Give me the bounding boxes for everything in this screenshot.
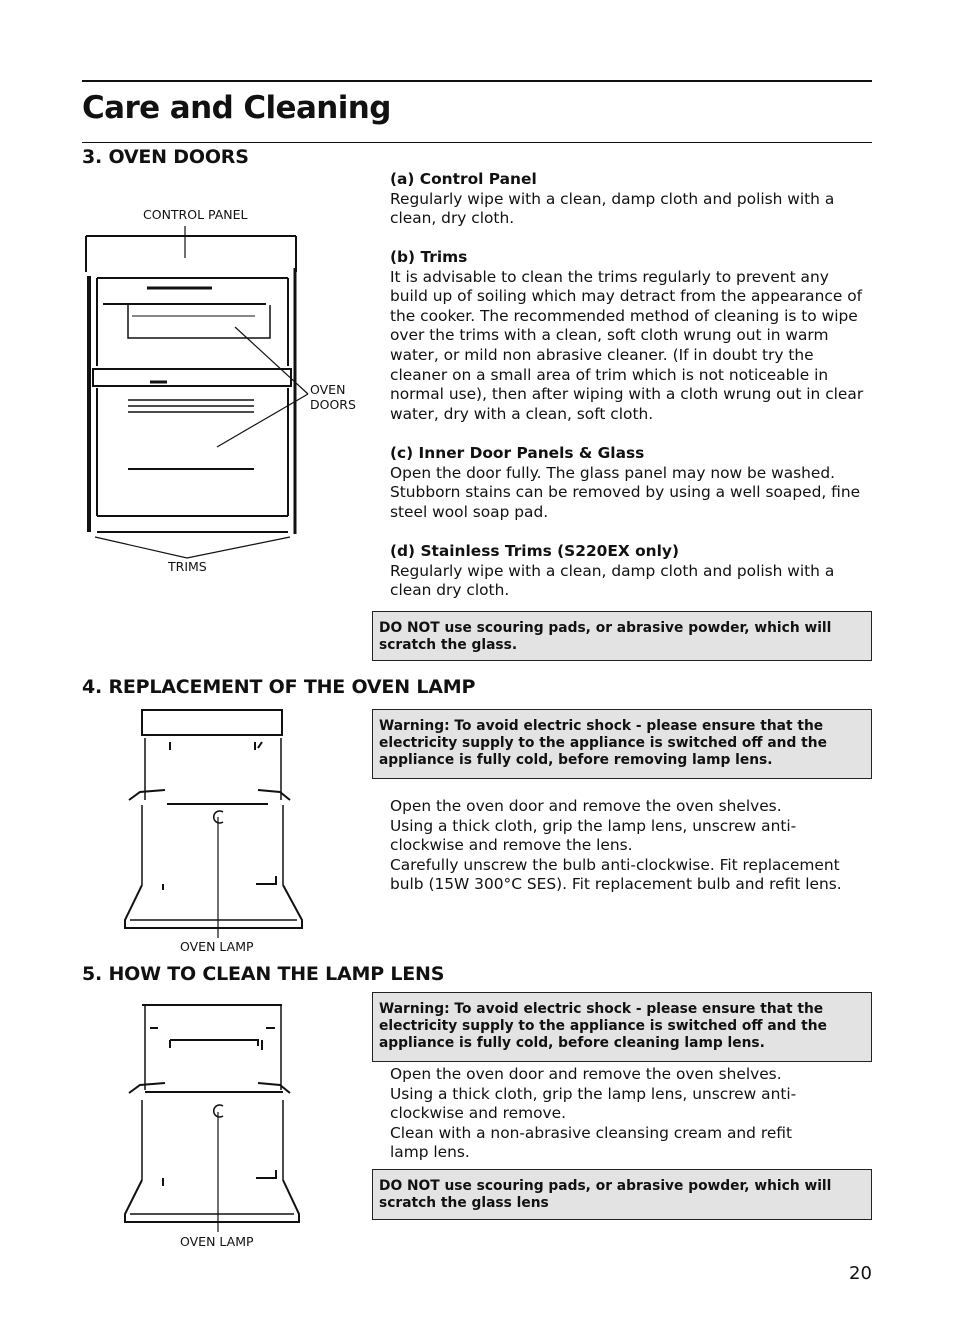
page-number: 20 bbox=[849, 1263, 872, 1284]
text-line: water, or mild non abrasive cleaner. (If in doubt try the bbox=[390, 345, 814, 364]
text-line: steel wool soap pad. bbox=[390, 502, 549, 521]
text-line: over the trims with a clean, soft cloth wrung out in warm bbox=[390, 326, 829, 345]
text-line: build up of soiling which may detract from the appearance of bbox=[390, 287, 863, 306]
text-line: Open the oven door and remove the oven shelves. bbox=[390, 797, 782, 815]
label-oven-lamp-lens: OVEN LAMP bbox=[180, 1234, 254, 1249]
text-line: clean, dry cloth. bbox=[390, 209, 515, 228]
label-oven-lamp: OVEN LAMP bbox=[180, 939, 254, 954]
text-line: Open the oven door and remove the oven shelves. bbox=[390, 1065, 782, 1083]
text-line: the cooker. The recommended method of cleaning is to wipe bbox=[390, 306, 858, 325]
label-trims: TRIMS bbox=[168, 559, 207, 574]
notice-line: DO NOT use scouring pads, or abrasive powder, which will bbox=[379, 1178, 832, 1194]
warning-line: Warning: To avoid electric shock - please ensure that the bbox=[379, 1001, 824, 1017]
item-heading: (c) Inner Door Panels & Glass bbox=[390, 444, 645, 462]
lamp-cleaning-instructions bbox=[390, 1065, 796, 1163]
section-heading-oven-doors: 3. OVEN DOORS bbox=[82, 146, 249, 168]
text-line: Regularly wipe with a clean, damp cloth and polish with a bbox=[390, 189, 835, 208]
warning-line: appliance is fully cold, before removing lamp lens. bbox=[379, 752, 773, 768]
notice-line: scratch the glass. bbox=[379, 637, 518, 653]
warning-line: electricity supply to the appliance is switched off and the bbox=[379, 735, 827, 751]
item-heading: (a) Control Panel bbox=[390, 170, 537, 188]
warning-box-lamp-cleaning bbox=[372, 992, 872, 1062]
notice-box-glass-lens bbox=[372, 1169, 872, 1220]
text-line: Open the door fully. The glass panel may now be washed. bbox=[390, 463, 836, 482]
text-line: It is advisable to clean the trims regularly to prevent any bbox=[390, 267, 829, 286]
text-line: lamp lens. bbox=[390, 1143, 470, 1162]
text-line: clean dry cloth. bbox=[390, 581, 510, 600]
text-line: cleaner on a small area of trim which is not noticeable in bbox=[390, 365, 829, 384]
item-heading: (b) Trims bbox=[390, 248, 468, 266]
text-line: Using a thick cloth, grip the lamp lens, unscrew anti- bbox=[390, 816, 797, 835]
text-line: clockwise and remove the lens. bbox=[390, 836, 633, 855]
label-oven-doors-line2: DOORS bbox=[310, 397, 356, 412]
text-line: Regularly wipe with a clean, damp cloth and polish with a bbox=[390, 561, 835, 580]
notice-line: DO NOT use scouring pads, or abrasive powder, which will bbox=[379, 620, 832, 636]
section-heading-oven-lamp: 4. REPLACEMENT OF THE OVEN LAMP bbox=[82, 676, 476, 698]
text-line: Carefully unscrew the bulb anti-clockwise. Fit replacement bbox=[390, 855, 840, 874]
text-line: Stubborn stains can be removed by using a well soaped, fine bbox=[390, 483, 861, 502]
text-line: Clean with a non-abrasive cleansing cream and refit bbox=[390, 1123, 793, 1142]
text-line: normal use), then after wiping with a cloth wrung out in clear bbox=[390, 385, 864, 404]
warning-line: Warning: To avoid electric shock - please ensure that the bbox=[379, 718, 824, 734]
text-line: Using a thick cloth, grip the lamp lens, unscrew anti- bbox=[390, 1084, 797, 1103]
text-line: clockwise and remove. bbox=[390, 1104, 566, 1123]
warning-line: electricity supply to the appliance is switched off and the bbox=[379, 1018, 827, 1034]
section-heading-lamp-lens: 5. HOW TO CLEAN THE LAMP LENS bbox=[82, 963, 445, 985]
label-control-panel: CONTROL PANEL bbox=[143, 207, 248, 222]
text-line: water, dry with a clean, soft cloth. bbox=[390, 404, 654, 423]
notice-line: scratch the glass lens bbox=[379, 1195, 549, 1211]
warning-line: appliance is fully cold, before cleaning lamp lens. bbox=[379, 1035, 765, 1051]
text-line: bulb (15W 300°C SES). Fit replacement bulb and refit lens. bbox=[390, 875, 842, 894]
label-oven-doors-line1: OVEN bbox=[310, 382, 346, 397]
item-heading: (d) Stainless Trims (S220EX only) bbox=[390, 542, 679, 560]
page-title: Care and Cleaning bbox=[82, 90, 391, 126]
